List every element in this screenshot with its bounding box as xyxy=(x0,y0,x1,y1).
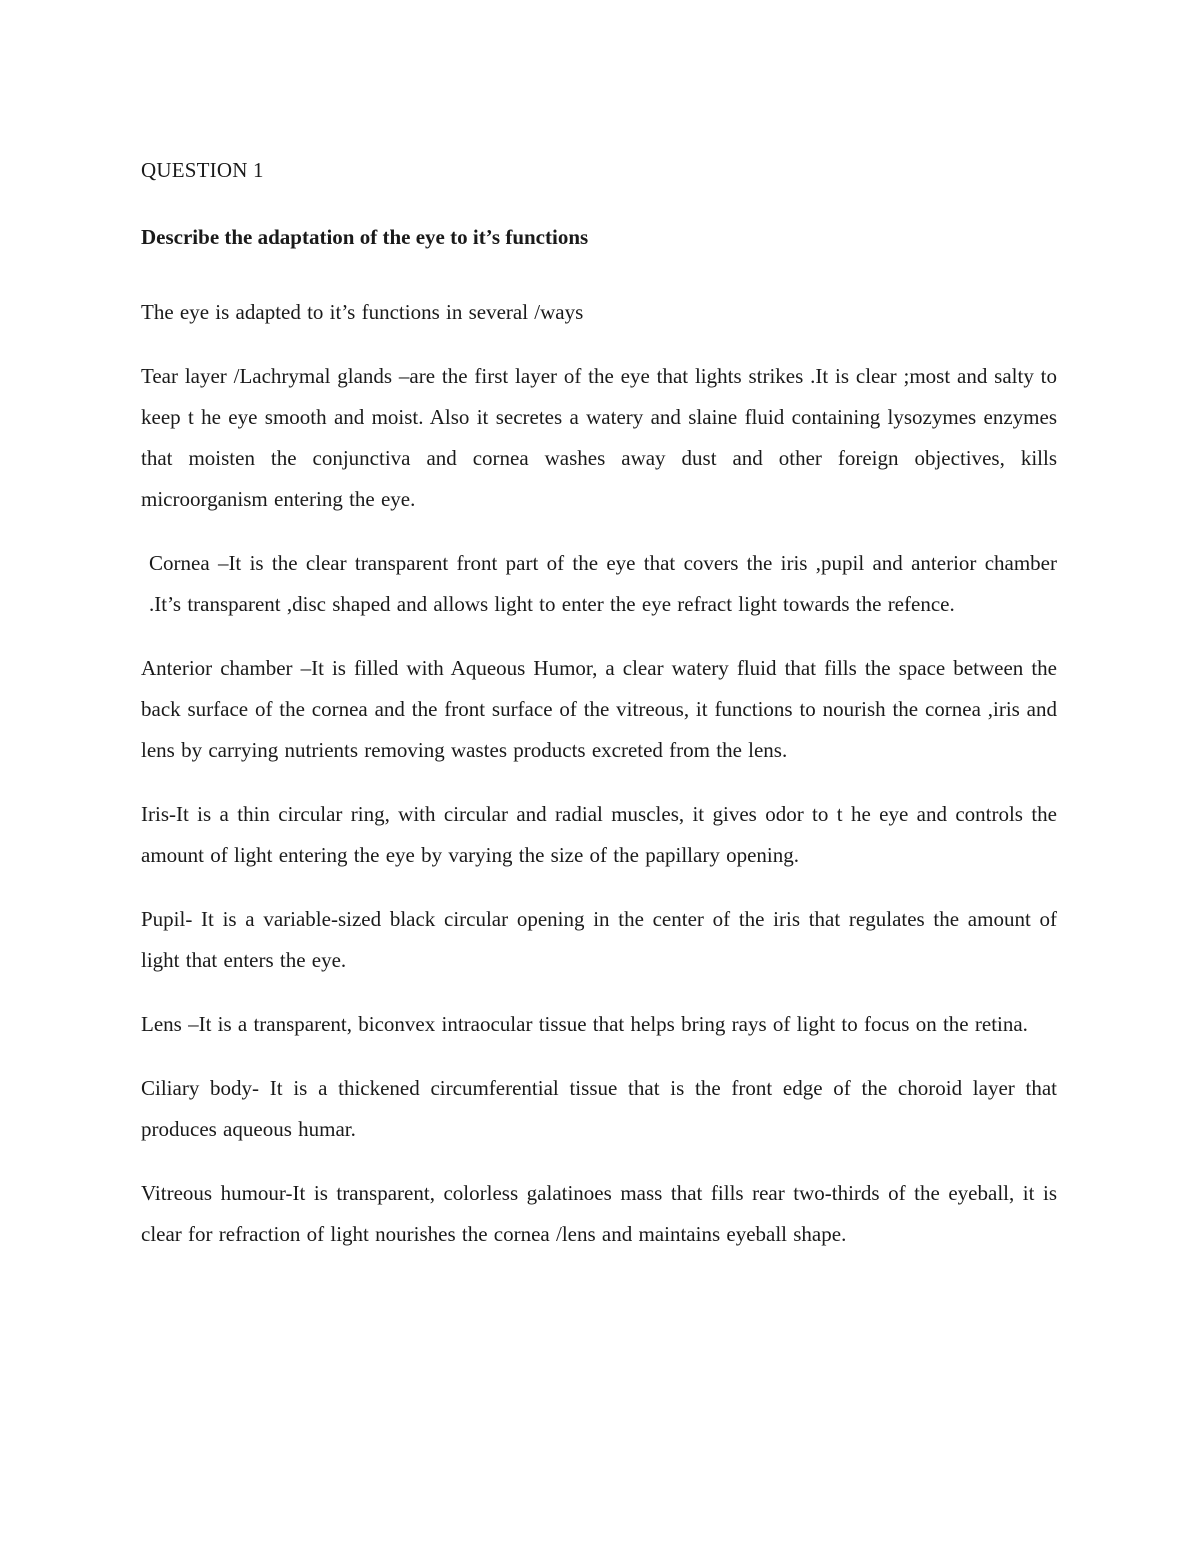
tear-layer-paragraph: Tear layer /Lachrymal glands –are the first layer of the eye that lights strikes .It is clear ;most and salty to keep t he eye smooth and moist. Also it secretes a watery and slaine fluid containing lysozymes enzymes that moisten the conjunctiva and cornea washes away dust and other foreign objectives, kills microorganism entering the eye. xyxy=(141,364,1057,511)
cornea-paragraph: Cornea –It is the clear transparent front part of the eye that covers the iris ,pupil and anterior chamber .It’s transparent ,disc shaped and allows light to enter the eye refract light towards the refence. xyxy=(149,551,1057,616)
document-page xyxy=(141,160,1057,1278)
question-title: Describe the adaptation of the eye to it’s functions xyxy=(141,225,589,249)
anterior-chamber-paragraph: Anterior chamber –It is filled with Aqueous Humor, a clear watery fluid that fills the space between the back surface of the cornea and the front surface of the vitreous, it functions to nourish the cornea ,iris and lens by carrying nutrients removing wastes products excreted from the lens. xyxy=(141,656,1057,762)
ciliary-body-paragraph: Ciliary body- It is a thickened circumferential tissue that is the front edge of the choroid layer that produces aqueous humar. xyxy=(141,1076,1057,1141)
pupil-paragraph: Pupil- It is a variable-sized black circular opening in the center of the iris that regulates the amount of light that enters the eye. xyxy=(141,907,1057,972)
question-heading: QUESTION 1 xyxy=(141,158,264,182)
lens-paragraph: Lens –It is a transparent, biconvex intraocular tissue that helps bring rays of light to focus on the retina. xyxy=(141,1012,1028,1036)
vitreous-humour-paragraph: Vitreous humour-It is transparent, colorless galatinoes mass that fills rear two-thirds of the eyeball, it is clear for refraction of light nourishes the cornea /lens and maintains eyeball shape. xyxy=(141,1181,1057,1246)
iris-paragraph: Iris-It is a thin circular ring, with circular and radial muscles, it gives odor to t he eye and controls the amount of light entering the eye by varying the size of the papillary opening. xyxy=(141,802,1057,867)
intro-paragraph: The eye is adapted to it’s functions in several /ways xyxy=(141,300,584,324)
